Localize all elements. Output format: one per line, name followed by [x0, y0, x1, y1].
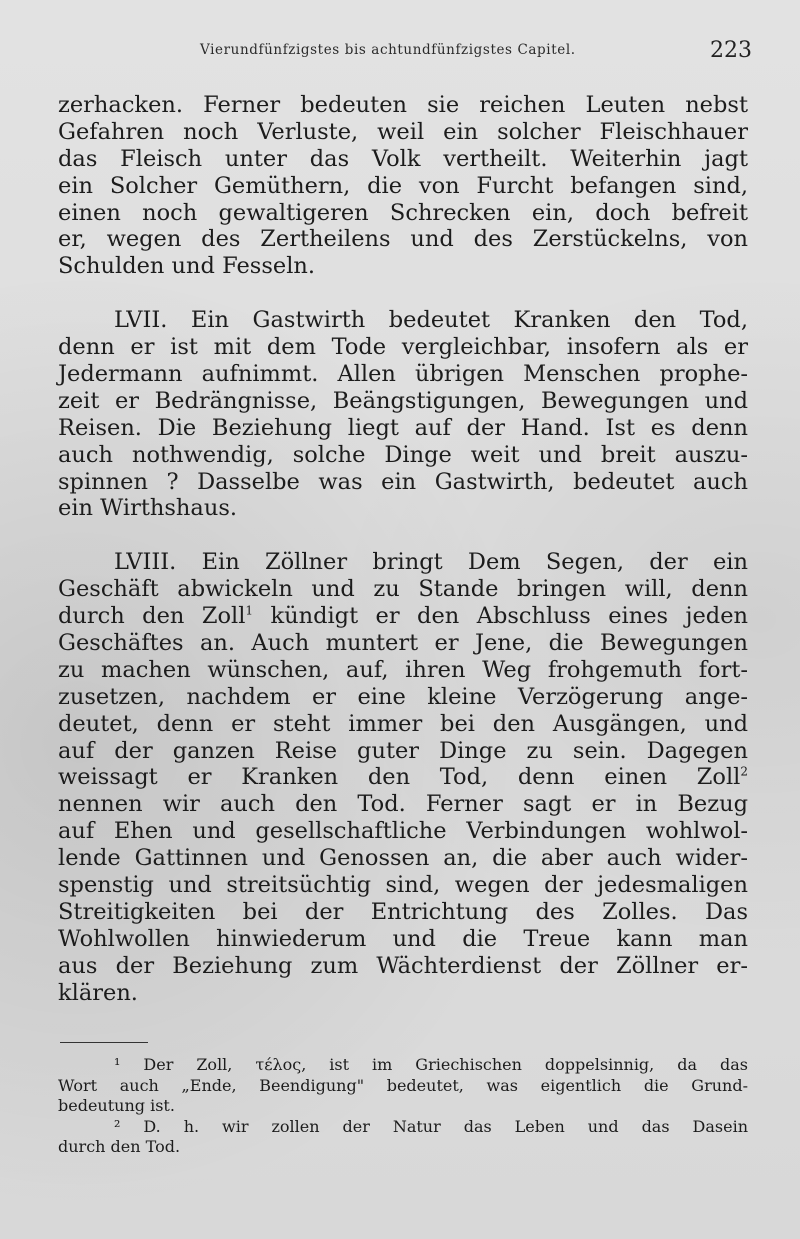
text-line: ein Wirthshaus.	[58, 495, 238, 522]
paragraph-lviii	[58, 549, 748, 1006]
text-line: er, wegen des Zertheilens und des Zerstückelns, von	[58, 226, 748, 253]
page-number: 223	[710, 38, 752, 63]
text-line: LVIII. Ein Zöllner bringt Dem Segen, der ein	[114, 549, 748, 576]
text-line	[58, 603, 748, 630]
footnote-1-line: Wort auch „Ende, Beendigung" bedeutet, was eigentlich die Grund-	[58, 1075, 748, 1095]
text-line: aus der Beziehung zum Wächterdienst der Zöllner er-	[58, 952, 748, 979]
text-line: ein Solcher Gemüthern, die von Furcht befangen sind,	[58, 172, 748, 199]
footnote-1-line: ¹ Der Zoll, τέλος, ist im Griechischen doppelsinnig, da das	[114, 1055, 748, 1074]
body-text	[58, 92, 748, 1007]
text-line	[58, 764, 748, 791]
text-line: auch nothwendig, solche Dinge weit und breit auszu-	[58, 441, 748, 468]
text-line: auf Ehen und gesellschaftliche Verbindungen wohlwol-	[58, 818, 748, 845]
text-line: Streitigkeiten bei der Entrichtung des Zolles. Das	[58, 898, 748, 925]
footnote-1-line: bedeutung ist.	[58, 1096, 175, 1115]
footnote-ref-1[interactable]: 1	[245, 603, 254, 618]
footnote-ref-2[interactable]: 2	[740, 764, 748, 779]
text-line: deutet, denn er steht immer bei den Ausgängen, und	[58, 710, 748, 737]
text-line: nennen wir auch den Tod. Ferner sagt er in Bezug	[58, 791, 748, 818]
text-line: Geschäft abwickeln und zu Stande bringen will, denn	[58, 576, 748, 603]
text-line: auf der ganzen Reise guter Dinge zu sein. Dagegen	[58, 737, 748, 764]
paragraph-lvii	[58, 307, 748, 522]
text-span: kündigt er den Abschluss eines jeden	[253, 603, 748, 630]
text-line: Geschäftes an. Auch muntert er Jene, die Bewegungen	[58, 630, 748, 657]
running-title: Vierundfünfzigstes bis achtundfünfzigstes Capitel.	[200, 42, 576, 58]
footnote-2-line: ² D. h. wir zollen der Natur das Leben und das Dasein	[114, 1116, 748, 1136]
text-span: durch den Zoll	[58, 603, 246, 630]
text-line: Gefahren noch Verluste, weil ein solcher Fleischhauer	[58, 118, 748, 145]
text-line: zusetzen, nachdem er eine kleine Verzögerung ange-	[58, 683, 748, 710]
text-line: LVII. Ein Gastwirth bedeutet Kranken den Tod,	[114, 307, 748, 334]
text-line: zeit er Bedrängnisse, Beängstigungen, Bewegungen und	[58, 387, 748, 414]
paragraph-gap	[58, 522, 748, 549]
paragraph-continuation	[58, 92, 748, 280]
footnote-2-line: durch den Tod.	[58, 1137, 181, 1156]
text-line: einen noch gewaltigeren Schrecken ein, doch befreit	[58, 199, 748, 226]
text-line: Reisen. Die Beziehung liegt auf der Hand. Ist es denn	[58, 414, 748, 441]
text-line: spenstig und streitsüchtig sind, wegen der jedesmaligen	[58, 872, 748, 899]
text-line: Jedermann aufnimmt. Allen übrigen Menschen prophe-	[58, 361, 748, 388]
text-line: zerhacken. Ferner bedeuten sie reichen Leuten nebst	[58, 92, 748, 118]
text-line: das Fleisch unter das Volk vertheilt. Weiterhin jagt	[58, 145, 748, 172]
footnote-divider	[60, 1042, 148, 1043]
text-line: zu machen wünschen, auf, ihren Weg frohgemuth fort-	[58, 656, 748, 683]
text-line: denn er ist mit dem Tode vergleichbar, insofern als er	[58, 334, 748, 361]
text-line: klären.	[58, 979, 138, 1006]
running-head	[60, 38, 752, 68]
text-line: lende Gattinnen und Genossen an, die aber auch wider-	[58, 845, 748, 872]
text-line: Wohlwollen hinwiederum und die Treue kann man	[58, 925, 748, 952]
text-line: Schulden und Fesseln.	[58, 253, 316, 280]
text-line: spinnen ? Dasselbe was ein Gastwirth, bedeutet auch	[58, 468, 748, 495]
paragraph-gap	[58, 280, 748, 307]
footnotes	[58, 1055, 748, 1158]
text-span: weissagt er Kranken den Tod, denn einen Zoll	[58, 764, 741, 791]
